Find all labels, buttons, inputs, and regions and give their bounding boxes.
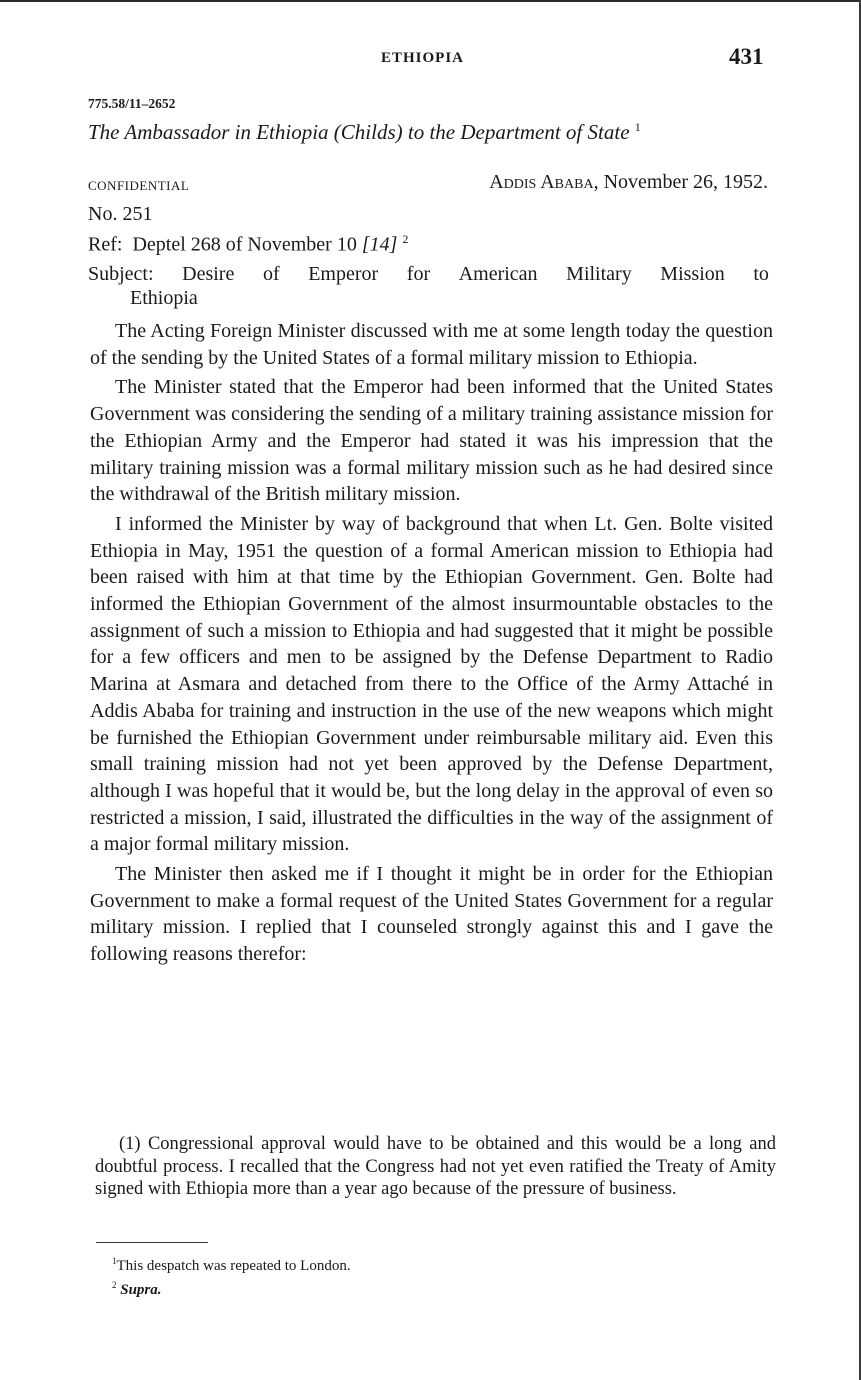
classification-label: CONFIDENTIAL — [88, 178, 190, 193]
subject-line — [88, 262, 769, 310]
page-number: 431 — [729, 44, 764, 69]
footnote-marker: 2 — [112, 1280, 117, 1290]
document-title-text: The Ambassador in Ethiopia (Childs) to the Department of State — [88, 120, 630, 144]
subject-second-line: Ethiopia — [130, 287, 198, 309]
subject-word: of — [262, 263, 280, 285]
subject-word: American — [458, 263, 538, 285]
title-footnote-marker: 1 — [634, 120, 641, 134]
body-text — [90, 318, 773, 971]
footnote-2 — [112, 1276, 351, 1300]
date: November 26, 1952. — [603, 171, 768, 193]
footnote-1 — [112, 1252, 351, 1276]
footnote-divider — [96, 1242, 208, 1243]
ref-bracket: [14] — [361, 233, 398, 256]
footnotes — [112, 1252, 351, 1300]
subject-label: Subject: — [88, 263, 154, 285]
quoted-reason — [95, 1133, 776, 1201]
ref-text: Deptel 268 of November 10 — [132, 233, 357, 256]
ref-footnote-marker: 2 — [402, 232, 409, 246]
subject-word: Emperor — [308, 263, 379, 285]
footnote-marker: 1 — [112, 1256, 117, 1266]
subject-word: Desire — [182, 263, 235, 285]
despatch-number: No. 251 — [88, 203, 153, 225]
subject-word: for — [406, 263, 431, 285]
subject-word: to — [753, 263, 769, 285]
paragraph: I informed the Minister by way of background that when Lt. Gen. Bolte visited Ethiopia in May, 1951 the question of a formal American mission to Ethiopia had been raised with him at that time by the Ethiopian Government. Gen. Bolte had informed the Ethiopian Government of the almost insurmountable obstacles to the assignment of such a mission to Ethiopia and had suggested that it might be possible for a few officers and men to be assigned by the Defense Department to Radio Marina at Asmara and detached from there to the Office of the Army Attaché in Addis Ababa for training and instruction in the use of the new weapons which might be furnished the Ethiopian Government under reimbursable military aid. Even this small training mission had not yet been approved by the Defense Department, although I was hopeful that it would be, but the long delay in the approval of even so restricted a mission, I said, illustrated the difficulties in the way of the assignment of a major formal military mission. — [90, 512, 773, 856]
running-header-title: ETHIOPIA — [381, 50, 465, 66]
footnote-text: Supra. — [120, 1282, 162, 1298]
place: Addis Ababa, — [489, 171, 599, 193]
page-edge-top — [0, 0, 861, 2]
paragraph: The Minister stated that the Emperor had been informed that the United States Government was considering the sending of a military training assistance mission for the Ethiopian Army and the Emperor had stated it was his impression that the military training mission was a formal military mission such as he had desired since the withdrawal of the British military mission. — [90, 376, 773, 506]
paragraph: The Minister then asked me if I thought it might be in order for the Ethiopian Government to make a formal request of the United States Government for a regular military mission. I replied that I counseled strongly against this and I gave the following reasons therefor: — [90, 863, 773, 966]
subject-word: Mission — [660, 263, 725, 285]
subject-word: Military — [566, 263, 632, 285]
footnote-text: This despatch was repeated to London. — [116, 1258, 351, 1274]
paragraph: The Acting Foreign Minister discussed with me at some length today the question of the sending by the United States of a formal military mission to Ethiopia. — [90, 320, 773, 369]
subject-first-line — [88, 262, 769, 286]
reason-paragraph: (1) Congressional approval would have to be obtained and this would be a long and doubtful process. I recalled that the Congress had not yet even ratified the Treaty of Amity signed with Ethiopia more than a year ago because of the pressure of business. — [95, 1134, 776, 1199]
reference-line — [88, 232, 408, 257]
place-and-date — [489, 171, 768, 194]
ref-label: Ref: — [88, 233, 123, 256]
file-number: 775.58/11–2652 — [88, 96, 176, 111]
document-title — [88, 120, 641, 145]
